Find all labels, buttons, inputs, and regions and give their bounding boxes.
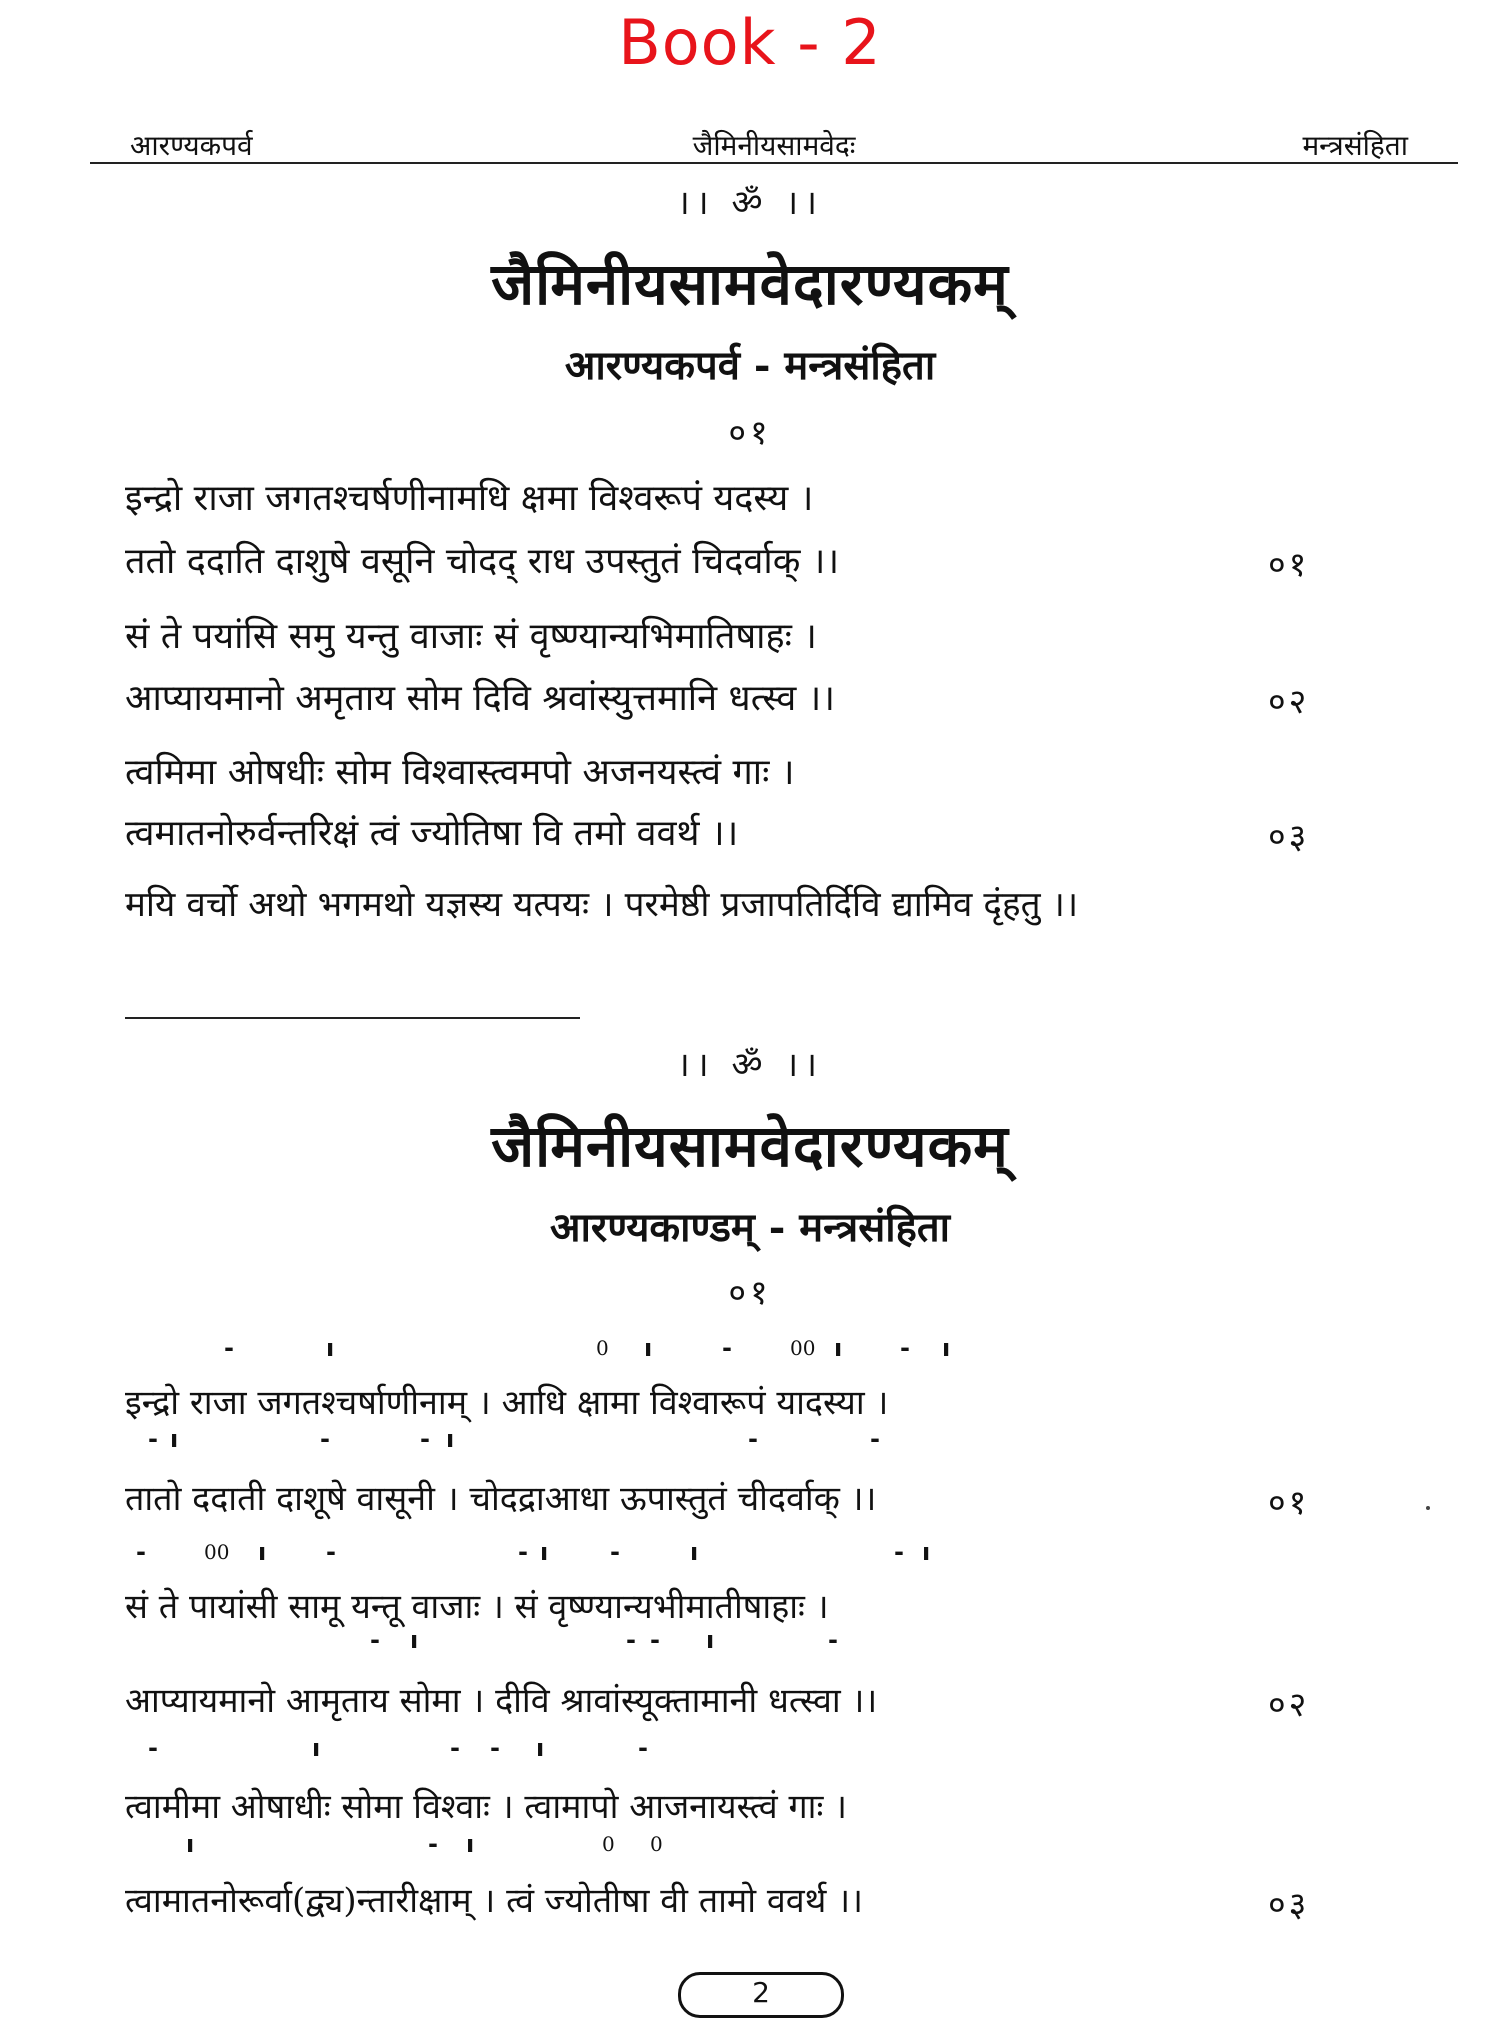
- verse-number: ०३: [1268, 817, 1310, 857]
- verse-line: सं ते पायांसी सामू यन्तू वाजाः । सं वृष्ण्यान्यभीमातीषाहाः ।: [125, 1587, 829, 1627]
- section2-subtitle: आरण्यकाण्डम् - मन्त्रसंहिता: [549, 1204, 951, 1251]
- verse-number: ०१: [1268, 545, 1310, 585]
- section1-title: जैमिनीयसामवेदारण्यकम्: [491, 250, 1009, 318]
- accent-marks: - ı - - ı -: [148, 1734, 648, 1762]
- verse-line: आप्यायमानो आमृताय सोमा । दीवि श्रावांस्यूक्तामानी धत्स्वा ।।: [125, 1681, 878, 1721]
- verse-line: इन्द्रो राजा जगतश्चर्षाणीनाम् । आधि क्षामा विश्वारूपं यादस्या ।: [125, 1383, 889, 1423]
- accent-marks: - ı 0 ı - 00 ı - ı: [224, 1334, 951, 1362]
- running-head: [90, 120, 1458, 164]
- accent-marks: - ı - - ı -: [370, 1626, 838, 1654]
- running-head-center: जैमिनीयसामवेदः: [692, 129, 856, 162]
- page-number: [678, 1972, 844, 2018]
- verse-number: ०२: [1268, 1685, 1310, 1725]
- verse-number: ०३: [1268, 1885, 1310, 1925]
- verse-line: त्वमिमा ओषधीः सोम विश्वास्त्वमपो अजनयस्त्वं गाः ।: [125, 752, 795, 793]
- verse-line: ततो ददाति दाशुषे वसूनि चोदद् राध उपस्तुतं चिदर्वाक् ।।: [125, 541, 840, 582]
- verse-line: मयि वर्चो अथो भगमथो यज्ञस्य यत्पयः । परमेष्ठी प्रजापतिर्दिवि द्यामिव दृंहतु ।।: [125, 885, 1079, 925]
- book-label: Book - 2: [618, 6, 882, 79]
- accent-marks: - 00 ı - - ı - ı - ı: [136, 1538, 931, 1566]
- verse-line: तातो ददाती दाशूषे वासूनी । चोदद्राआधा ऊपास्तुतं चीदर्वाक् ।।: [125, 1479, 877, 1519]
- page-number-text: 2: [752, 1976, 770, 2009]
- invocation-1: ।। ॐ ।।: [676, 183, 824, 223]
- accent-marks: - ı - - ı - -: [148, 1425, 880, 1453]
- verse-number: ०१: [1268, 1483, 1310, 1523]
- divider-rule: [125, 1017, 580, 1019]
- running-head-left: आरण्यकपर्व: [130, 129, 253, 162]
- verse-line: आप्यायमानो अमृताय सोम दिवि श्रवांस्युत्तमानि धत्स्व ।।: [125, 678, 835, 719]
- accent-marks: ı - ı 0 0: [186, 1830, 663, 1858]
- verse-number: ०२: [1268, 682, 1310, 722]
- running-head-right: मन्त्रसंहिता: [1302, 129, 1408, 162]
- section1-number: ०१: [728, 413, 772, 453]
- verse-line: त्वमातनोरुर्वन्तरिक्षं त्वं ज्योतिषा वि तमो ववर्थ ।।: [125, 813, 739, 854]
- section1-subtitle: आरण्यकपर्व - मन्त्रसंहिता: [564, 342, 936, 389]
- section2-title: जैमिनीयसामवेदारण्यकम्: [491, 1112, 1009, 1180]
- verse-line: त्वामातनोरूर्वा(द्व्य)न्तारीक्षाम् । त्वं ज्योतीषा वी तामो ववर्थ ।।: [125, 1881, 863, 1921]
- invocation-2: ।। ॐ ।।: [676, 1045, 824, 1085]
- verse-line: इन्द्रो राजा जगतश्चर्षणीनामधि क्षमा विश्वरूपं यदस्य ।: [125, 478, 814, 519]
- verse-line: सं ते पयांसि समु यन्तु वाजाः सं वृष्ण्यान्यभिमातिषाहः ।: [125, 616, 817, 657]
- section2-number: ०१: [728, 1273, 772, 1313]
- verse-line: त्वामीमा ओषाधीः सोमा विश्वाः । त्वामापो आजनायस्त्वं गाः ।: [125, 1787, 848, 1827]
- speck: [1426, 1506, 1430, 1510]
